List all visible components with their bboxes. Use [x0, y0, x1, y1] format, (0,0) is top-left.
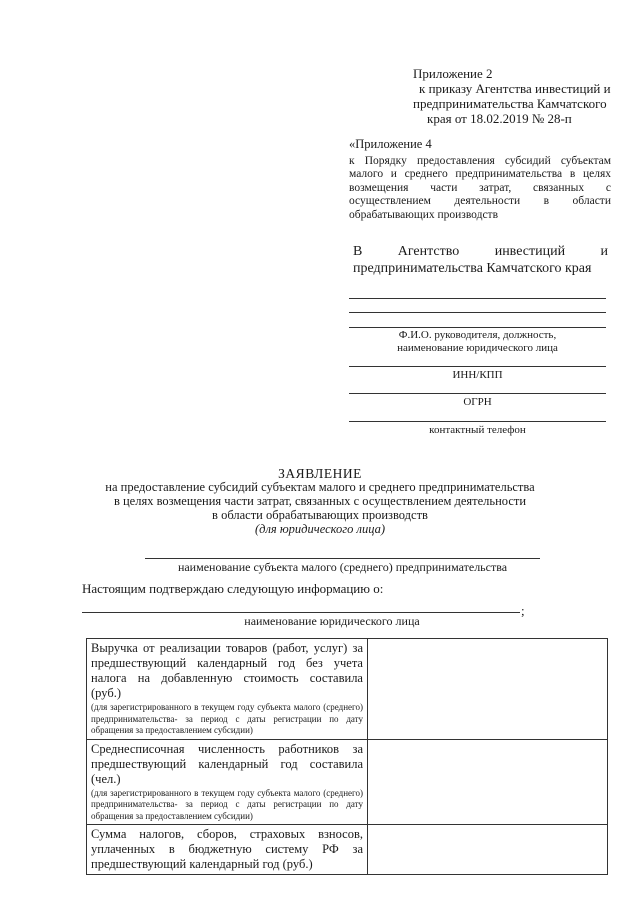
fill-line-manager-1[interactable]	[349, 298, 606, 299]
caption-manager: Ф.И.О. руководителя, должность, наименование юридического лица	[397, 329, 558, 354]
caption-inn: ИНН/КПП	[452, 369, 503, 381]
fill-line-legal-name[interactable]	[82, 612, 520, 613]
value-cell-revenue[interactable]	[368, 639, 608, 740]
fill-line-manager-3[interactable]	[349, 327, 606, 328]
fill-line-ogrn[interactable]	[349, 393, 606, 394]
appendix-header	[413, 66, 628, 126]
caption-phone: контактный телефон	[429, 424, 526, 436]
fill-line-phone[interactable]	[349, 421, 606, 422]
fill-line-inn[interactable]	[349, 366, 606, 367]
caption-subject: наименование субъекта малого (среднего) предпринимательства	[177, 560, 508, 574]
appendix-line: к приказу Агентства инвестиций и	[419, 81, 611, 96]
row-label-employees: Среднесписочная численность работников за предшествующий календарный год составила (чел.) (для зарегистрированного в текущем году субъекта малого (среднего) предпринимательства- за период с даты регистрации по дату обращения за предоставлением субсидии)	[87, 739, 368, 825]
appendix4-text: к Порядку предоставления субсидий субъектам малого и среднего предпринимательства в целях возмещения части затрат, связанных с осуществлением деятельности в области обрабатывающих производств	[349, 154, 611, 221]
value-cell-employees[interactable]	[368, 739, 608, 825]
confirm-text: Настоящим подтверждаю следующую информацию о:	[82, 581, 384, 596]
semicolon: ;	[521, 603, 525, 618]
table-row	[87, 825, 608, 875]
table-row	[87, 739, 608, 825]
fill-line-subject[interactable]	[145, 558, 540, 559]
appendix-line: края от 18.02.2019 № 28-п	[427, 111, 572, 126]
info-table	[86, 638, 608, 875]
caption-ogrn: ОГРН	[463, 396, 492, 408]
appendix-line: Приложение 2	[413, 66, 493, 81]
appendix-line: предпринимательства Камчатского	[413, 96, 607, 111]
row-label-revenue: Выручка от реализации товаров (работ, услуг) за предшествующий календарный год без учета налога на добавленную стоимость составила (руб.) (для зарегистрированного в текущем году субъекта малого (среднего) предпринимательства- за период с даты регистрации по дату обращения за предоставлением субсидии)	[87, 639, 368, 740]
table-row	[87, 639, 608, 740]
caption-legal-name: наименование юридического лица	[244, 614, 420, 628]
fill-line-manager-2[interactable]	[349, 312, 606, 313]
statement-subtitle: на предоставление субсидий субъектам малого и среднего предпринимательства в целях возмещения части затрат, связанных с осуществлением деятельности в области обрабатывающих производств (для юридического лица)	[105, 480, 535, 536]
statement-title: ЗАЯВЛЕНИЕ	[278, 466, 362, 481]
value-cell-taxes[interactable]	[368, 825, 608, 875]
row-label-taxes: Сумма налогов, сборов, страховых взносов, уплаченных в бюджетную систему РФ за предшествующий календарный год (руб.)	[87, 825, 368, 875]
recipient-text: В Агентство инвестиций и предпринимательства Камчатского края	[353, 244, 608, 276]
appendix4-title: «Приложение 4	[349, 137, 432, 151]
appendix4-block	[349, 138, 611, 222]
